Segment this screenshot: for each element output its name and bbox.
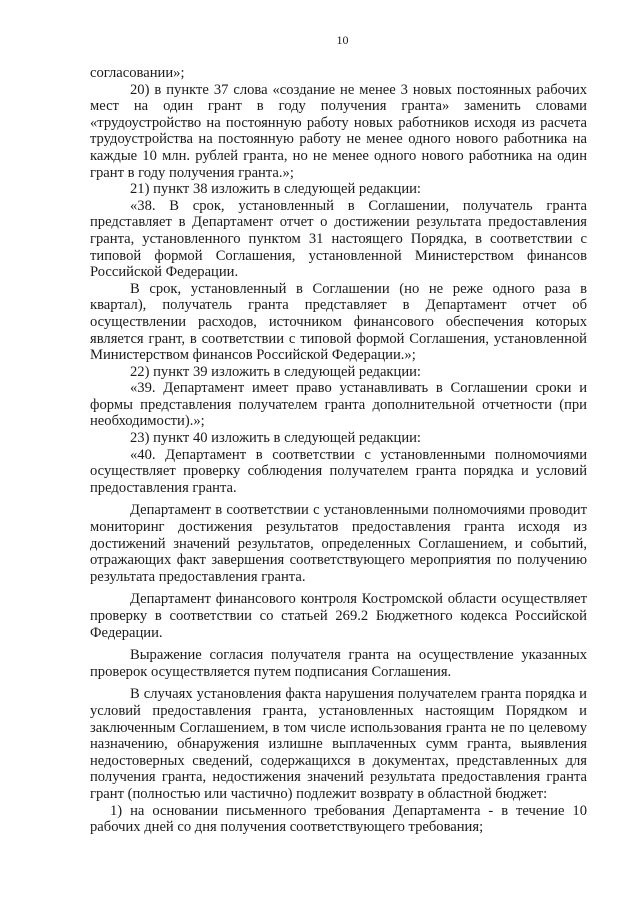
paragraph-clause-40-consent: Выражение согласия получателя гранта на осуществление указанных проверок осуществляется путем подписания Соглашения. [90,647,587,680]
paragraph-item-22-heading: 22) пункт 39 изложить в следующей редакции: [130,363,421,380]
paragraph-item-23-heading: 23) пункт 40 изложить в следующей редакции: [130,430,421,447]
paragraph-clause-39: «39. Департамент имеет право устанавливать в Соглашении сроки и формы представления получателем гранта дополнительной отчетности (при необходимости).»; [90,380,587,430]
paragraph-clause-40-subitem-1: 1) на основании письменного требования Департамента - в течение 10 рабочих дней со дня получения соответствующего требования; [90,802,587,836]
page-number: 10 [336,33,349,47]
document-body [90,65,587,836]
paragraph-item-21-heading: 21) пункт 38 изложить в следующей редакции: [130,181,421,198]
paragraph-continuation: согласовании»; [90,65,185,81]
paragraph-clause-40-violations: В случаях установления факта нарушения получателем гранта порядка и условий предоставления гранта, установленных настоящим Порядком и заключенным Соглашением, в том числе использования гранта не по целевому назначению, обнаружения излишне выплаченных сумм гранта, выявления недостоверных сведений, содержащихся в документах, представленных для получения гранта, недостижения значений результата предоставления гранта грант (полностью или частично) подлежит возврату в областной бюджет: [90,686,587,802]
paragraph-clause-40-financial-control: Департамент финансового контроля Костромской области осуществляет проверку в соответствии со статьей 269.2 Бюджетного кодекса Российской Федерации. [90,591,587,641]
paragraph-clause-40: «40. Департамент в соответствии с установленными полномочиями осуществляет проверку соблюдения получателем гранта порядка и условий предоставления гранта. [90,446,587,496]
paragraph-clause-38-part-2: В срок, установленный в Соглашении (но не реже одного раза в квартал), получатель гранта представляет в Департамент отчет об осуществлении расходов, источником финансового обеспечения которых является грант, в соответствии с типовой формой Соглашения, установленной Министерством финансов Российской Федерации.»; [90,280,587,364]
paragraph-clause-40-monitoring: Департамент в соответствии с установленными полномочиями проводит мониторинг достижения результатов предоставления гранта исходя из достижений значений результатов, определенных Соглашением, и событий, отражающих факт завершения соответствующего мероприятия по получению результата предоставления гранта. [90,502,587,585]
paragraph-clause-38: «38. В срок, установленный в Соглашении, получатель гранта представляет в Департамент отчет о достижении результата предоставления гранта, установленного пунктом 31 настоящего Порядка, в соответствии с типовой формой Соглашения, установленной Министерством финансов Российской Федерации. [90,197,587,281]
paragraph-item-20: 20) в пункте 37 слова «создание не менее 3 новых постоянных рабочих мест на один грант в году получения гранта» заменить словами «трудоустройство на постоянную работу новых работников исходя из расчета трудоустройства на постоянную работу не менее одного нового работника на каждые 10 млн. рублей гранта, но не менее одного нового работника на один грант в году получения гранта.»; [90,81,587,181]
